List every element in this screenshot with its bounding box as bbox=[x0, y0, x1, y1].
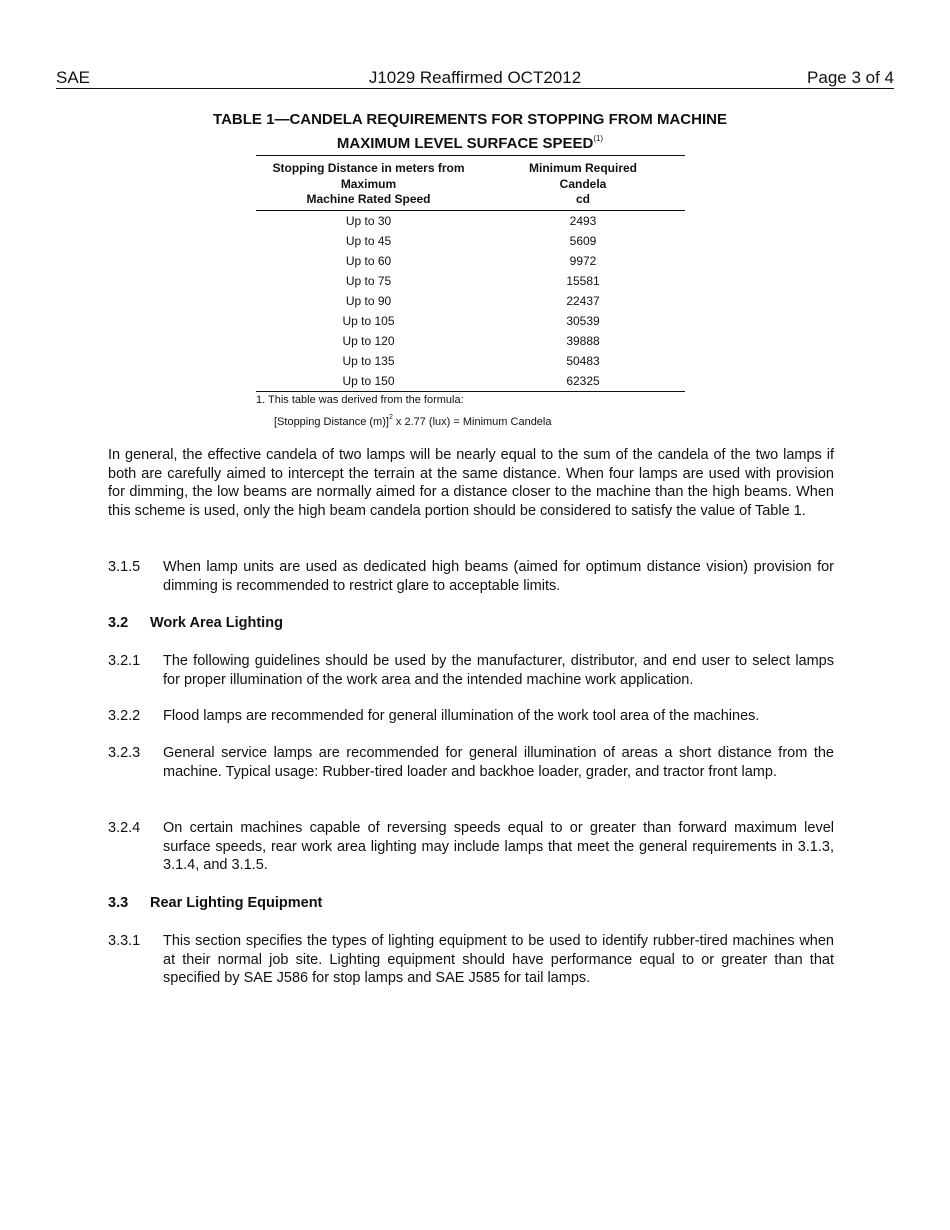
clause-number: 3.3.1 bbox=[108, 933, 141, 949]
cell-distance: Up to 75 bbox=[345, 273, 392, 288]
clause-text: When lamp units are used as dedicated high beams (aimed for optimum distance vision) provision for dimming is recommended to restrict glare to acceptable limits. bbox=[163, 559, 834, 594]
clause-3-2-3 bbox=[108, 744, 834, 781]
table-header-row bbox=[256, 156, 685, 211]
clause-number: 3.2.2 bbox=[108, 708, 141, 724]
header-page-number: Page 3 of 4 bbox=[807, 68, 894, 87]
cell-distance: Up to 60 bbox=[345, 253, 392, 268]
table-title-note-ref: (1) bbox=[593, 134, 604, 143]
table-title bbox=[0, 110, 940, 153]
table-row bbox=[256, 271, 685, 291]
clause-number: 3.2.4 bbox=[108, 820, 141, 836]
table-row bbox=[256, 351, 685, 371]
cell-distance: Up to 135 bbox=[342, 353, 395, 368]
candela-table bbox=[256, 155, 685, 392]
clause-text: Flood lamps are recommended for general illumination of the work tool area of the machines. bbox=[163, 708, 760, 724]
table-row bbox=[256, 291, 685, 311]
cell-distance: Up to 105 bbox=[342, 313, 395, 328]
table-row bbox=[256, 331, 685, 351]
cell-candela: 50483 bbox=[566, 353, 600, 368]
clause-number: 3.2.3 bbox=[108, 745, 141, 761]
clause-3-2-1 bbox=[108, 652, 834, 689]
table-row bbox=[256, 251, 685, 271]
page-header bbox=[56, 68, 894, 89]
cell-candela: 15581 bbox=[566, 273, 600, 288]
footnote-formula: [Stopping Distance (m)]$^2$ x 2.77 (lux) = Minimum Candela bbox=[274, 414, 552, 428]
table-footnote bbox=[256, 392, 552, 431]
table-title-line1: TABLE 1—CANDELA REQUIREMENTS FOR STOPPING FROM MACHINE bbox=[213, 111, 727, 128]
table-title-line2: MAXIMUM LEVEL SURFACE SPEED$^{(1)}$ bbox=[336, 134, 604, 152]
clause-3-2-2 bbox=[108, 707, 834, 726]
cell-candela: 2493 bbox=[569, 213, 597, 228]
col-header-distance: Stopping Distance in meters from Maximum Machine Rated Speed bbox=[256, 156, 481, 211]
clause-text: The following guidelines should be used by the manufacturer, distributor, and end user to select lamps for proper illumination of the work area and the intended machine work application. bbox=[163, 653, 834, 688]
table-row bbox=[256, 231, 685, 251]
table-row bbox=[256, 311, 685, 331]
cell-distance: Up to 120 bbox=[342, 333, 395, 348]
general-paragraph: In general, the effective candela of two lamps will be nearly equal to the sum of the candela of the two lamps if both are carefully aimed to intercept the terrain at the same distance. When four lamps are used with provision for dimming, the low beams are normally aimed for a distance closer to the machine than the high beams. When this scheme is used, only the high beam candela portion should be considered to satisfy the value of Table 1. bbox=[108, 447, 834, 520]
cell-distance: Up to 45 bbox=[345, 233, 392, 248]
cell-candela: 62325 bbox=[566, 373, 600, 388]
clause-3-2-4 bbox=[108, 819, 834, 875]
section-heading-3-3: 3.3 Rear Lighting Equipment bbox=[108, 895, 323, 911]
clause-text: On certain machines capable of reversing speeds equal to or greater than forward maximum level surface speeds, rear work area lighting may include lamps that meet the general requirements in 3.1.3, 3.1.4, and 3.1.5. bbox=[163, 820, 834, 874]
cell-distance: Up to 30 bbox=[345, 213, 392, 228]
table-row bbox=[256, 210, 685, 231]
table-row bbox=[256, 371, 685, 392]
cell-candela: 9972 bbox=[569, 253, 597, 268]
cell-candela: 22437 bbox=[566, 293, 600, 308]
clause-3-3-1 bbox=[108, 932, 834, 988]
cell-distance: Up to 150 bbox=[342, 373, 395, 388]
cell-candela: 5609 bbox=[569, 233, 597, 248]
cell-candela: 30539 bbox=[566, 313, 600, 328]
clause-3-1-5 bbox=[108, 558, 834, 595]
cell-candela: 39888 bbox=[566, 333, 600, 348]
clause-text: This section specifies the types of lighting equipment to be used to identify rubber-tired machines when at their normal job site. Lighting equipment should have performance equal to or greater than that specified by SAE J586 for stop lamps and SAE J585 for tail lamps. bbox=[163, 933, 834, 987]
header-doc-id: J1029 Reaffirmed OCT2012 bbox=[368, 68, 582, 87]
clause-text: General service lamps are recommended for general illumination of areas a short distance from the machine. Typical usage: Rubber-tired loader and backhoe loader, grader, and tractor front lamp. bbox=[163, 745, 834, 780]
col-header-candela: Minimum Required Candela cd bbox=[481, 156, 685, 211]
footnote-line1: 1. This table was derived from the formula: bbox=[256, 394, 464, 406]
clause-number: 3.1.5 bbox=[108, 559, 141, 575]
header-org: SAE bbox=[56, 68, 91, 87]
clause-number: 3.2.1 bbox=[108, 653, 141, 669]
section-heading-3-2: 3.2 Work Area Lighting bbox=[108, 615, 283, 631]
cell-distance: Up to 90 bbox=[345, 293, 392, 308]
